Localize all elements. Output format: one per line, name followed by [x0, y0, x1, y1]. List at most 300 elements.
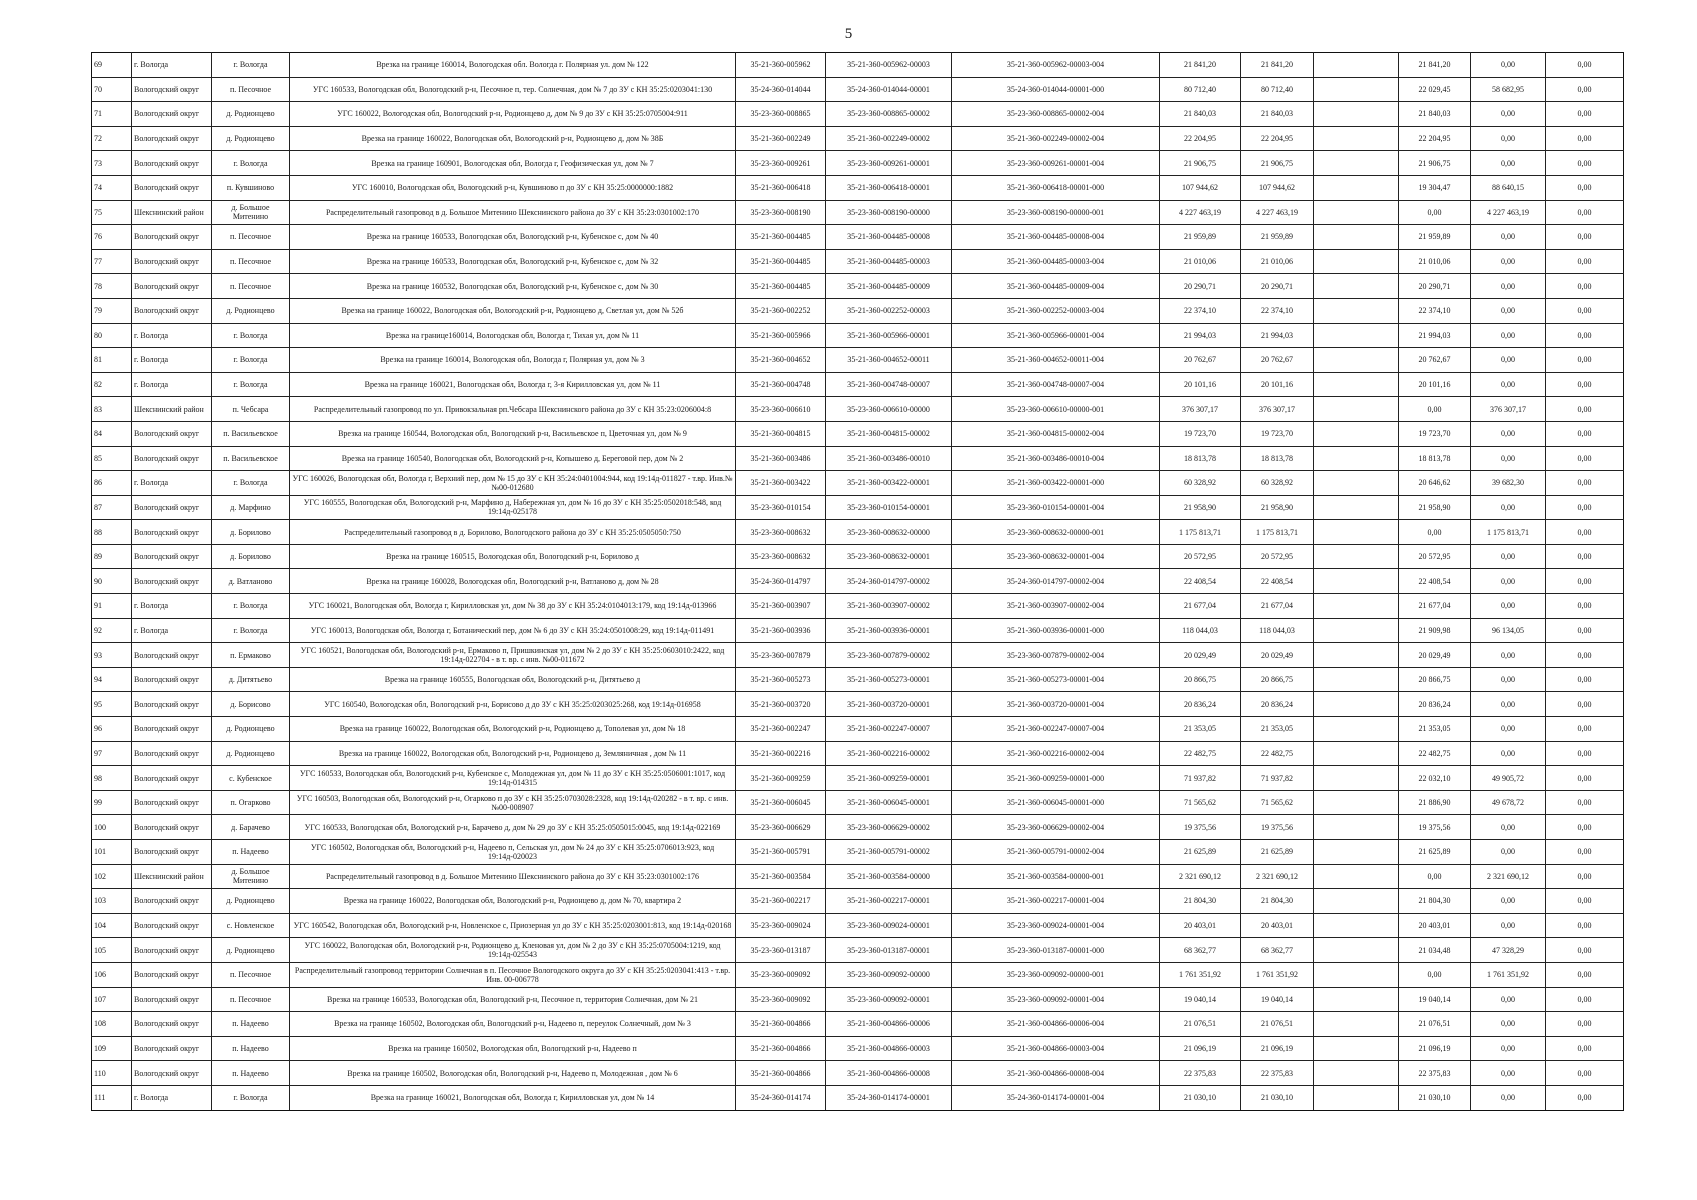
value-5-cell: 0,00	[1546, 938, 1624, 963]
value-1-cell: 20 866,75	[1160, 667, 1241, 692]
object-code-cell: 35-23-360-008632-00000-001	[952, 520, 1160, 545]
value-1-cell: 71 565,62	[1160, 790, 1241, 815]
value-3-cell: 20 029,49	[1399, 643, 1471, 668]
value-5-cell: 0,00	[1546, 126, 1624, 151]
value-5-cell: 0,00	[1546, 987, 1624, 1012]
value-3-cell: 20 836,24	[1399, 692, 1471, 717]
locality-cell: д. Марфино	[212, 495, 290, 520]
value-1-cell: 21 677,04	[1160, 594, 1241, 619]
value-3-cell: 20 572,95	[1399, 544, 1471, 569]
empty-cell	[1314, 840, 1399, 865]
object-name-cell: Врезка на границе 160540, Вологодская обл, Вологодский р-н, Копышево д, Береговой пер, дом № 2	[290, 446, 736, 471]
code-cell: 35-21-360-004485	[736, 274, 826, 299]
object-code-cell: 35-21-360-002247-00007-004	[952, 717, 1160, 742]
district-cell: Вологодский округ	[132, 717, 212, 742]
value-3-cell: 21 994,03	[1399, 323, 1471, 348]
table-row	[92, 225, 1624, 250]
row-number-cell: 103	[92, 889, 132, 914]
value-2-cell: 60 328,92	[1241, 471, 1314, 496]
value-3-cell: 22 204,95	[1399, 126, 1471, 151]
table-row	[92, 1061, 1624, 1086]
row-number-cell: 107	[92, 987, 132, 1012]
value-5-cell: 0,00	[1546, 471, 1624, 496]
empty-cell	[1314, 913, 1399, 938]
object-name-cell: Врезка на границе 160502, Вологодская обл, Вологодский р-н, Надеево п, Молодежная , дом № 6	[290, 1061, 736, 1086]
district-cell: Вологодский округ	[132, 667, 212, 692]
object-name-cell: УГС 160533, Вологодская обл, Вологодский р-н, Кубенское с, Молодежная ул, дом № 11 до ЗУ с КН 35:25:0506001:1017, код 19:14д-014315	[290, 766, 736, 791]
value-5-cell: 0,00	[1546, 790, 1624, 815]
value-1-cell: 21 625,89	[1160, 840, 1241, 865]
value-3-cell: 0,00	[1399, 864, 1471, 889]
value-2-cell: 20 101,16	[1241, 372, 1314, 397]
code-cell: 35-21-360-003936	[736, 618, 826, 643]
locality-cell: п. Надеево	[212, 1061, 290, 1086]
value-3-cell: 20 101,16	[1399, 372, 1471, 397]
code-cell: 35-21-360-002216	[736, 741, 826, 766]
value-4-cell: 58 682,95	[1471, 77, 1546, 102]
district-cell: г. Вологда	[132, 618, 212, 643]
locality-cell: д. Дитятьево	[212, 667, 290, 692]
value-5-cell: 0,00	[1546, 643, 1624, 668]
value-3-cell: 20 403,01	[1399, 913, 1471, 938]
row-number-cell: 94	[92, 667, 132, 692]
district-cell: Вологодский округ	[132, 77, 212, 102]
value-3-cell: 19 723,70	[1399, 421, 1471, 446]
value-3-cell: 22 408,54	[1399, 569, 1471, 594]
value-4-cell: 1 761 351,92	[1471, 962, 1546, 987]
sub-code-cell: 35-21-360-006045-00001	[826, 790, 952, 815]
table-row	[92, 1036, 1624, 1061]
empty-cell	[1314, 225, 1399, 250]
value-4-cell: 0,00	[1471, 495, 1546, 520]
value-5-cell: 0,00	[1546, 815, 1624, 840]
object-name-cell: Распределительный газопровод территории Солнечная в п. Песочное Вологодского округа до ЗУ с КН 35:25:0203041:413 - т.вр. Инв. 00-006778	[290, 962, 736, 987]
row-number-cell: 74	[92, 175, 132, 200]
value-5-cell: 0,00	[1546, 618, 1624, 643]
locality-cell: п. Песочное	[212, 225, 290, 250]
object-code-cell: 35-21-360-004866-00003-004	[952, 1036, 1160, 1061]
value-4-cell: 0,00	[1471, 151, 1546, 176]
code-cell: 35-24-360-014797	[736, 569, 826, 594]
empty-cell	[1314, 77, 1399, 102]
empty-cell	[1314, 594, 1399, 619]
value-5-cell: 0,00	[1546, 397, 1624, 422]
code-cell: 35-23-360-008632	[736, 544, 826, 569]
object-name-cell: УГС 160022, Вологодская обл, Вологодский р-н, Родионцево д, дом № 9 до ЗУ с КН 35:25:0705004:911	[290, 102, 736, 127]
value-5-cell: 0,00	[1546, 1012, 1624, 1037]
value-5-cell: 0,00	[1546, 446, 1624, 471]
register-table	[91, 52, 1624, 1111]
value-1-cell: 20 572,95	[1160, 544, 1241, 569]
row-number-cell: 89	[92, 544, 132, 569]
row-number-cell: 69	[92, 53, 132, 78]
empty-cell	[1314, 815, 1399, 840]
sub-code-cell: 35-21-360-004485-00008	[826, 225, 952, 250]
table-row	[92, 741, 1624, 766]
empty-cell	[1314, 667, 1399, 692]
value-2-cell: 21 841,20	[1241, 53, 1314, 78]
table-row	[92, 1085, 1624, 1110]
district-cell: Вологодский округ	[132, 544, 212, 569]
value-2-cell: 20 290,71	[1241, 274, 1314, 299]
sub-code-cell: 35-23-360-006629-00002	[826, 815, 952, 840]
row-number-cell: 95	[92, 692, 132, 717]
table-row	[92, 495, 1624, 520]
empty-cell	[1314, 1036, 1399, 1061]
sub-code-cell: 35-21-360-003486-00010	[826, 446, 952, 471]
value-5-cell: 0,00	[1546, 544, 1624, 569]
value-4-cell: 49 905,72	[1471, 766, 1546, 791]
locality-cell: п. Песочное	[212, 274, 290, 299]
row-number-cell: 82	[92, 372, 132, 397]
code-cell: 35-21-360-003422	[736, 471, 826, 496]
sub-code-cell: 35-21-360-002216-00002	[826, 741, 952, 766]
value-2-cell: 21 958,90	[1241, 495, 1314, 520]
row-number-cell: 83	[92, 397, 132, 422]
sub-code-cell: 35-21-360-005273-00001	[826, 667, 952, 692]
object-code-cell: 35-21-360-006045-00001-000	[952, 790, 1160, 815]
object-code-cell: 35-21-360-002249-00002-004	[952, 126, 1160, 151]
code-cell: 35-23-360-010154	[736, 495, 826, 520]
value-2-cell: 21 625,89	[1241, 840, 1314, 865]
object-name-cell: Распределительный газопровод в д. Борилово, Вологодского района до ЗУ с КН 35:25:0505050:750	[290, 520, 736, 545]
locality-cell: д. Борисово	[212, 692, 290, 717]
value-3-cell: 0,00	[1399, 520, 1471, 545]
district-cell: Вологодский округ	[132, 840, 212, 865]
value-1-cell: 80 712,40	[1160, 77, 1241, 102]
value-3-cell: 21 625,89	[1399, 840, 1471, 865]
empty-cell	[1314, 938, 1399, 963]
value-2-cell: 68 362,77	[1241, 938, 1314, 963]
sub-code-cell: 35-21-360-004866-00003	[826, 1036, 952, 1061]
locality-cell: д. Родионцево	[212, 298, 290, 323]
table-row	[92, 643, 1624, 668]
object-code-cell: 35-21-360-004866-00006-004	[952, 1012, 1160, 1037]
sub-code-cell: 35-23-360-009261-00001	[826, 151, 952, 176]
object-name-cell: Врезка на границе 160533, Вологодская обл, Вологодский р-н, Кубенское с, дом № 32	[290, 249, 736, 274]
object-code-cell: 35-21-360-005962-00003-004	[952, 53, 1160, 78]
sub-code-cell: 35-23-360-013187-00001	[826, 938, 952, 963]
value-1-cell: 21 353,05	[1160, 717, 1241, 742]
object-name-cell: Врезка на границе 160021, Вологодская обл, Вологда г, Кирилловская ул, дом № 14	[290, 1085, 736, 1110]
object-name-cell: Врезка на границе 160022, Вологодская обл, Вологодский р-н, Родионцево д, дом № 38Б	[290, 126, 736, 151]
value-4-cell: 0,00	[1471, 126, 1546, 151]
code-cell: 35-21-360-004652	[736, 348, 826, 373]
value-1-cell: 21 840,03	[1160, 102, 1241, 127]
district-cell: Шекснинский район	[132, 397, 212, 422]
table-row	[92, 1012, 1624, 1037]
locality-cell: д. Родионцево	[212, 889, 290, 914]
value-4-cell: 1 175 813,71	[1471, 520, 1546, 545]
object-name-cell: УГС 160013, Вологодская обл, Вологда г, Ботанический пер, дом № 6 до ЗУ с КН 35:24:0501008:29, код 19:14д-011491	[290, 618, 736, 643]
sub-code-cell: 35-24-360-014044-00001	[826, 77, 952, 102]
value-3-cell: 22 375,83	[1399, 1061, 1471, 1086]
row-number-cell: 110	[92, 1061, 132, 1086]
sub-code-cell: 35-23-360-009092-00000	[826, 962, 952, 987]
value-1-cell: 21 841,20	[1160, 53, 1241, 78]
value-5-cell: 0,00	[1546, 717, 1624, 742]
value-1-cell: 2 321 690,12	[1160, 864, 1241, 889]
value-5-cell: 0,00	[1546, 1036, 1624, 1061]
locality-cell: п. Огарково	[212, 790, 290, 815]
district-cell: Вологодский округ	[132, 1061, 212, 1086]
value-1-cell: 20 290,71	[1160, 274, 1241, 299]
code-cell: 35-21-360-004748	[736, 372, 826, 397]
value-5-cell: 0,00	[1546, 323, 1624, 348]
object-name-cell: Распределительный газопровод по ул. Привокзальная рп.Чебсара Шекснинского района до ЗУ с КН 35:23:0206004:8	[290, 397, 736, 422]
object-name-cell: УГС 160022, Вологодская обл, Вологодский р-н, Родионцево д, Кленовая ул, дом № 2 до ЗУ с КН 35:25:0705004:1219, код 19:14д-025543	[290, 938, 736, 963]
sub-code-cell: 35-21-360-003422-00001	[826, 471, 952, 496]
object-code-cell: 35-21-360-003907-00002-004	[952, 594, 1160, 619]
value-3-cell: 21 677,04	[1399, 594, 1471, 619]
code-cell: 35-21-360-002247	[736, 717, 826, 742]
object-code-cell: 35-21-360-004652-00011-004	[952, 348, 1160, 373]
value-4-cell: 0,00	[1471, 815, 1546, 840]
value-3-cell: 22 374,10	[1399, 298, 1471, 323]
value-2-cell: 20 029,49	[1241, 643, 1314, 668]
row-number-cell: 92	[92, 618, 132, 643]
value-2-cell: 80 712,40	[1241, 77, 1314, 102]
code-cell: 35-24-360-014044	[736, 77, 826, 102]
value-1-cell: 118 044,03	[1160, 618, 1241, 643]
locality-cell: п. Ермаково	[212, 643, 290, 668]
locality-cell: г. Вологда	[212, 53, 290, 78]
row-number-cell: 101	[92, 840, 132, 865]
code-cell: 35-21-360-002249	[736, 126, 826, 151]
locality-cell: г. Вологда	[212, 372, 290, 397]
empty-cell	[1314, 717, 1399, 742]
empty-cell	[1314, 1085, 1399, 1110]
row-number-cell: 86	[92, 471, 132, 496]
sub-code-cell: 35-21-360-004815-00002	[826, 421, 952, 446]
value-5-cell: 0,00	[1546, 594, 1624, 619]
district-cell: Вологодский округ	[132, 446, 212, 471]
code-cell: 35-24-360-014174	[736, 1085, 826, 1110]
row-number-cell: 111	[92, 1085, 132, 1110]
empty-cell	[1314, 397, 1399, 422]
value-3-cell: 20 866,75	[1399, 667, 1471, 692]
value-1-cell: 21 010,06	[1160, 249, 1241, 274]
value-2-cell: 21 804,30	[1241, 889, 1314, 914]
value-5-cell: 0,00	[1546, 77, 1624, 102]
value-2-cell: 107 944,62	[1241, 175, 1314, 200]
row-number-cell: 81	[92, 348, 132, 373]
value-5-cell: 0,00	[1546, 569, 1624, 594]
value-4-cell: 96 134,05	[1471, 618, 1546, 643]
table-row	[92, 889, 1624, 914]
value-2-cell: 22 482,75	[1241, 741, 1314, 766]
value-1-cell: 20 403,01	[1160, 913, 1241, 938]
empty-cell	[1314, 544, 1399, 569]
empty-cell	[1314, 151, 1399, 176]
value-1-cell: 20 029,49	[1160, 643, 1241, 668]
district-cell: Вологодский округ	[132, 520, 212, 545]
table-row	[92, 864, 1624, 889]
value-1-cell: 20 762,67	[1160, 348, 1241, 373]
value-4-cell: 47 328,29	[1471, 938, 1546, 963]
code-cell: 35-21-360-004866	[736, 1061, 826, 1086]
locality-cell: п. Песочное	[212, 249, 290, 274]
sub-code-cell: 35-21-360-004866-00008	[826, 1061, 952, 1086]
object-name-cell: Врезка на границе 160014, Вологодская обл. Вологда г. Полярная ул. дом № 122	[290, 53, 736, 78]
code-cell: 35-21-360-004866	[736, 1036, 826, 1061]
value-2-cell: 22 204,95	[1241, 126, 1314, 151]
value-3-cell: 21 909,98	[1399, 618, 1471, 643]
object-name-cell: УГС 160533, Вологодская обл, Вологодский р-н, Барачево д, дом № 29 до ЗУ с КН 35:25:0505015:0045, код 19:14д-022169	[290, 815, 736, 840]
value-3-cell: 20 646,62	[1399, 471, 1471, 496]
value-4-cell: 0,00	[1471, 643, 1546, 668]
value-2-cell: 20 836,24	[1241, 692, 1314, 717]
district-cell: Вологодский округ	[132, 1036, 212, 1061]
object-name-cell: УГС 160010, Вологодская обл, Вологодский р-н, Кувшиново п до ЗУ с КН 35:25:0000000:1882	[290, 175, 736, 200]
sub-code-cell: 35-21-360-003907-00002	[826, 594, 952, 619]
value-5-cell: 0,00	[1546, 421, 1624, 446]
table-row	[92, 520, 1624, 545]
district-cell: Вологодский округ	[132, 274, 212, 299]
table-row	[92, 569, 1624, 594]
locality-cell: п. Песочное	[212, 962, 290, 987]
sub-code-cell: 35-21-360-002247-00007	[826, 717, 952, 742]
value-1-cell: 376 307,17	[1160, 397, 1241, 422]
value-4-cell: 0,00	[1471, 421, 1546, 446]
district-cell: г. Вологда	[132, 348, 212, 373]
object-name-cell: Врезка на границе 160021, Вологодская обл, Вологда г, 3-я Кирилловская ул, дом № 11	[290, 372, 736, 397]
empty-cell	[1314, 274, 1399, 299]
value-5-cell: 0,00	[1546, 102, 1624, 127]
value-3-cell: 21 906,75	[1399, 151, 1471, 176]
row-number-cell: 96	[92, 717, 132, 742]
row-number-cell: 106	[92, 962, 132, 987]
locality-cell: д. Родионцево	[212, 102, 290, 127]
table-row	[92, 987, 1624, 1012]
table-row	[92, 175, 1624, 200]
value-2-cell: 21 840,03	[1241, 102, 1314, 127]
value-5-cell: 0,00	[1546, 864, 1624, 889]
table-row	[92, 77, 1624, 102]
object-code-cell: 35-21-360-004815-00002-004	[952, 421, 1160, 446]
object-name-cell: Врезка на границе 160533, Вологодская обл, Вологодский р-н, Песочное п, территория Солнечная, дом № 21	[290, 987, 736, 1012]
row-number-cell: 80	[92, 323, 132, 348]
value-1-cell: 1 761 351,92	[1160, 962, 1241, 987]
value-2-cell: 21 353,05	[1241, 717, 1314, 742]
table-row	[92, 298, 1624, 323]
value-5-cell: 0,00	[1546, 175, 1624, 200]
locality-cell: д. Родионцево	[212, 938, 290, 963]
row-number-cell: 84	[92, 421, 132, 446]
row-number-cell: 85	[92, 446, 132, 471]
value-2-cell: 21 010,06	[1241, 249, 1314, 274]
value-4-cell: 0,00	[1471, 594, 1546, 619]
object-code-cell: 35-23-360-008865-00002-004	[952, 102, 1160, 127]
value-4-cell: 2 321 690,12	[1471, 864, 1546, 889]
empty-cell	[1314, 323, 1399, 348]
value-5-cell: 0,00	[1546, 520, 1624, 545]
table-row	[92, 348, 1624, 373]
object-code-cell: 35-21-360-003584-00000-001	[952, 864, 1160, 889]
value-4-cell: 39 682,30	[1471, 471, 1546, 496]
value-2-cell: 21 906,75	[1241, 151, 1314, 176]
value-2-cell: 2 321 690,12	[1241, 864, 1314, 889]
district-cell: Вологодский округ	[132, 298, 212, 323]
value-1-cell: 21 096,19	[1160, 1036, 1241, 1061]
empty-cell	[1314, 790, 1399, 815]
value-4-cell: 0,00	[1471, 323, 1546, 348]
district-cell: г. Вологда	[132, 53, 212, 78]
code-cell: 35-23-360-013187	[736, 938, 826, 963]
empty-cell	[1314, 987, 1399, 1012]
row-number-cell: 109	[92, 1036, 132, 1061]
row-number-cell: 79	[92, 298, 132, 323]
value-1-cell: 19 723,70	[1160, 421, 1241, 446]
row-number-cell: 88	[92, 520, 132, 545]
value-2-cell: 21 959,89	[1241, 225, 1314, 250]
row-number-cell: 105	[92, 938, 132, 963]
sub-code-cell: 35-23-360-006610-00000	[826, 397, 952, 422]
value-4-cell: 0,00	[1471, 569, 1546, 594]
empty-cell	[1314, 889, 1399, 914]
empty-cell	[1314, 372, 1399, 397]
value-2-cell: 118 044,03	[1241, 618, 1314, 643]
table-row	[92, 790, 1624, 815]
object-name-cell: УГС 160542, Вологодская обл, Вологодский р-н, Новленское с, Приозерная ул до ЗУ с КН 35:25:0203001:813, код 19:14д-020168	[290, 913, 736, 938]
value-4-cell: 0,00	[1471, 249, 1546, 274]
value-3-cell: 21 840,03	[1399, 102, 1471, 127]
value-3-cell: 0,00	[1399, 397, 1471, 422]
value-2-cell: 21 076,51	[1241, 1012, 1314, 1037]
value-2-cell: 22 375,83	[1241, 1061, 1314, 1086]
code-cell: 35-21-360-005962	[736, 53, 826, 78]
value-4-cell: 0,00	[1471, 840, 1546, 865]
value-5-cell: 0,00	[1546, 200, 1624, 225]
object-code-cell: 35-24-360-014174-00001-004	[952, 1085, 1160, 1110]
district-cell: Вологодский округ	[132, 126, 212, 151]
code-cell: 35-21-360-003584	[736, 864, 826, 889]
table-row	[92, 815, 1624, 840]
object-code-cell: 35-23-360-009024-00001-004	[952, 913, 1160, 938]
value-1-cell: 19 040,14	[1160, 987, 1241, 1012]
district-cell: Вологодский округ	[132, 790, 212, 815]
value-5-cell: 0,00	[1546, 692, 1624, 717]
object-code-cell: 35-23-360-010154-00001-004	[952, 495, 1160, 520]
object-code-cell: 35-21-360-004485-00008-004	[952, 225, 1160, 250]
row-number-cell: 75	[92, 200, 132, 225]
locality-cell: г. Вологда	[212, 151, 290, 176]
value-2-cell: 21 994,03	[1241, 323, 1314, 348]
district-cell: Вологодский округ	[132, 962, 212, 987]
row-number-cell: 108	[92, 1012, 132, 1037]
empty-cell	[1314, 692, 1399, 717]
district-cell: Вологодский округ	[132, 421, 212, 446]
object-code-cell: 35-21-360-006418-00001-000	[952, 175, 1160, 200]
object-code-cell: 35-23-360-006629-00002-004	[952, 815, 1160, 840]
object-code-cell: 35-21-360-003720-00001-004	[952, 692, 1160, 717]
value-4-cell: 0,00	[1471, 987, 1546, 1012]
value-5-cell: 0,00	[1546, 840, 1624, 865]
object-name-cell: УГС 160521, Вологодская обл, Вологодский р-н, Ермаково п, Пришкинская ул, дом № 2 до ЗУ с КН 35:25:0603010:2422, код 19:14д-022704 - в т. вр. с инв. №00-011672	[290, 643, 736, 668]
locality-cell: д. Борилово	[212, 544, 290, 569]
value-1-cell: 22 375,83	[1160, 1061, 1241, 1086]
district-cell: Вологодский округ	[132, 938, 212, 963]
value-4-cell: 0,00	[1471, 1061, 1546, 1086]
row-number-cell: 91	[92, 594, 132, 619]
object-name-cell: Врезка на границе 160515, Вологодская обл, Вологодский р-н, Борилово д	[290, 544, 736, 569]
district-cell: Вологодский округ	[132, 741, 212, 766]
value-3-cell: 19 304,47	[1399, 175, 1471, 200]
object-name-cell: УГС 160503, Вологодская обл, Вологодский р-н, Огарково п до ЗУ с КН 35:25:0703028:2328, код 19:14д-020282 - в т. вр. с инв. №00-008907	[290, 790, 736, 815]
locality-cell: п. Васильевское	[212, 446, 290, 471]
row-number-cell: 93	[92, 643, 132, 668]
object-code-cell: 35-24-360-014797-00002-004	[952, 569, 1160, 594]
